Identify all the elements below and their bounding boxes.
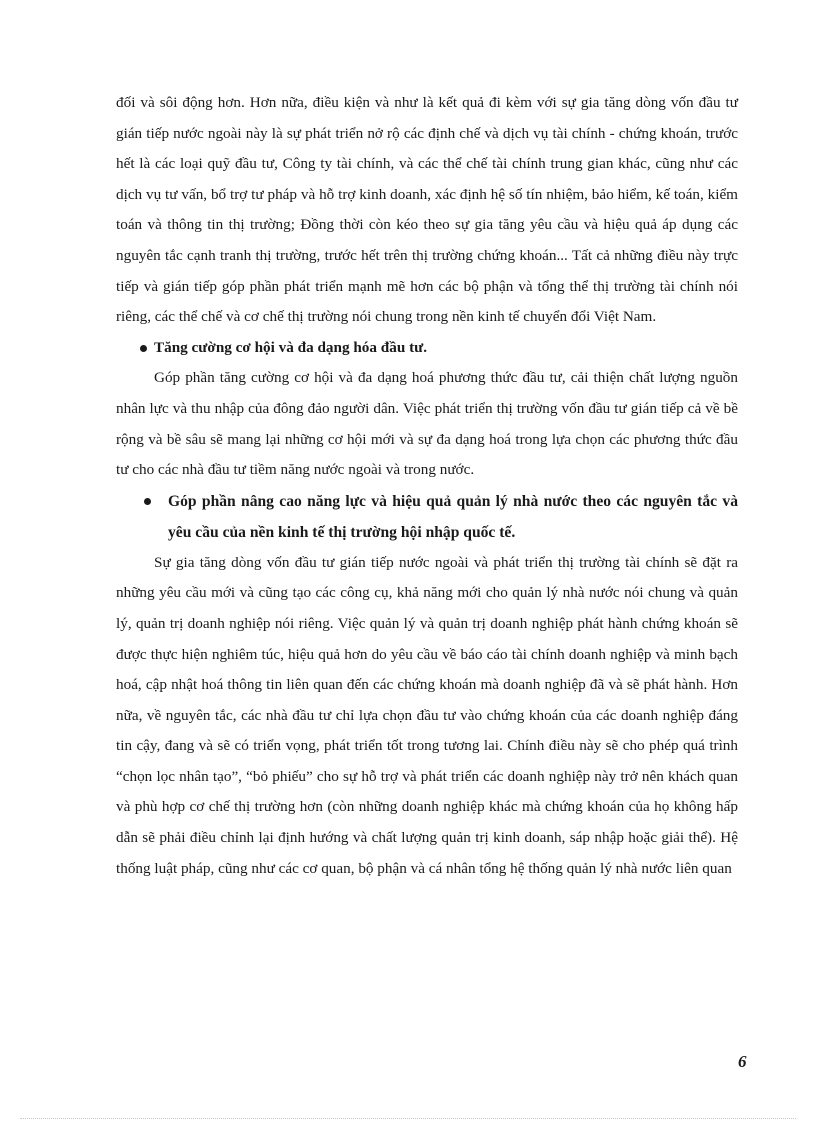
- heading-investment-opportunities-text: Tăng cường cơ hội và đa dạng hóa đầu tư.: [154, 338, 428, 356]
- document-body: [116, 88, 738, 884]
- heading-state-management: [116, 486, 738, 548]
- footer-divider: [20, 1118, 796, 1119]
- paragraph-investment-opportunities: Góp phần tăng cường cơ hội và đa dạng hoá phương thức đầu tư, cải thiện chất lượng nguồn nhân lực và thu nhập của đông đảo người dân. Việc phát triển thị trường vốn đầu tư gián tiếp cả về bề rộng và bề sâu sẽ mang lại những cơ hội mới và sự đa dạng hoá trong lựa chọn các phương thức đầu tư cho các nhà đầu tư tiềm năng nước ngoài và trong nước.: [116, 369, 738, 479]
- paragraph-state-management: Sự gia tăng dòng vốn đầu tư gián tiếp nước ngoài và phát triển thị trường tài chính sẽ đặt ra những yêu cầu mới và cũng tạo các công cụ, khả năng mới cho quản lý nhà nước nói chung và quản lý, quản trị doanh nghiệp nói riêng. Việc quản lý và quản trị doanh nghiệp phát hành chứng khoán sẽ được thực hiện nghiêm túc, hiệu quả hơn do yêu cầu về báo cáo tài chính doanh nghiệp và minh bạch hoá, cập nhật hoá thông tin liên quan đến các chứng khoán mà doanh nghiệp đã và sẽ phát hành. Hơn nữa, về nguyên tắc, các nhà đầu tư chỉ lựa chọn đầu tư vào chứng khoán của các doanh nghiệp đáng tin cậy, đang và sẽ có triển vọng, phát triển tốt trong tương lai. Chính điều này sẽ cho phép quá trình “chọn lọc nhân tạo”, “bỏ phiếu” cho sự hỗ trợ và phát triển các doanh nghiệp này trở nên khách quan và phù hợp cơ chế thị trường hơn (còn những doanh nghiệp khác mà chứng khoán của họ không hấp dẫn sẽ phải điều chỉnh lại định hướng và chất lượng quản trị kinh doanh, sáp nhập hoặc giải thể). Hệ thống luật pháp, cũng như các cơ quan, bộ phận và cá nhân tổng hệ thống quản lý nhà nước liên quan: [116, 553, 738, 877]
- bullet-icon: [144, 498, 151, 505]
- heading-investment-opportunities: [116, 333, 738, 364]
- heading-state-management-text: Góp phần nâng cao năng lực và hiệu quả quản lý nhà nước theo các nguyên tắc và yêu cầu của nền kinh tế thị trường hội nhập quốc tế.: [168, 492, 738, 541]
- page-number: 6: [738, 1052, 747, 1071]
- paragraph-intro: đối và sôi động hơn. Hơn nữa, điều kiện và như là kết quả đi kèm với sự gia tăng dòng vốn đầu tư gián tiếp nước ngoài này là sự phát triển nở rộ các định chế và dịch vụ tài chính - chứng khoán, trước hết là các loại quỹ đầu tư, Công ty tài chính, và các thể chế tài chính trung gian khác, cũng như các dịch vụ tư vấn, bổ trợ tư pháp và hỗ trợ kinh doanh, xác định hệ số tín nhiệm, bảo hiểm, kế toán, kiểm toán và thông tin thị trường; Đồng thời còn kéo theo sự gia tăng yêu cầu và hiệu quả áp dụng các nguyên tắc cạnh tranh thị trường, trước hết trên thị trường chứng khoán... Tất cả những điều này trực tiếp và gián tiếp góp phần phát triển mạnh mẽ hơn các bộ phận và tổng thể thị trường tài chính nói riêng, các thể chế và cơ chế thị trường nói chung trong nền kinh tế chuyển đổi Việt Nam.: [116, 94, 738, 326]
- bullet-icon: [140, 345, 147, 352]
